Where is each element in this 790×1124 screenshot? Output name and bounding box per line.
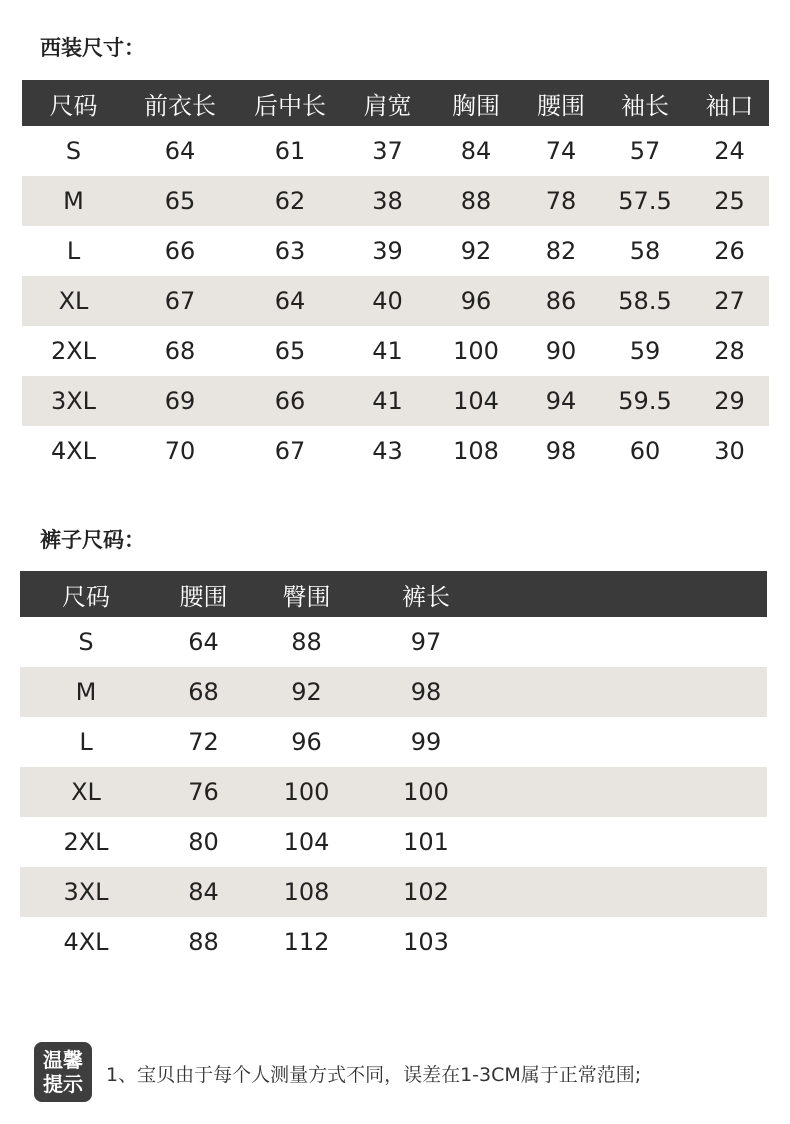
pants-table-cell: 100 bbox=[255, 767, 358, 817]
suit-table-cell: 67 bbox=[274, 437, 306, 465]
suit-table-cell: 74 bbox=[545, 137, 577, 165]
suit-table-cell: 41 bbox=[345, 376, 430, 426]
pants-table-cell: 98 bbox=[358, 667, 494, 717]
suit-table-row bbox=[22, 226, 769, 276]
suit-header-cell: 后中长 bbox=[235, 80, 345, 126]
pants-table-row bbox=[20, 817, 767, 867]
suit-table-cell: 57.5 bbox=[600, 176, 690, 226]
suit-table-cell: S bbox=[65, 137, 82, 165]
pants-table-cell: 88 bbox=[291, 628, 322, 656]
pants-table-spacer bbox=[494, 767, 767, 817]
suit-table-cell: 3XL bbox=[22, 376, 125, 426]
suit-table-cell: 57 bbox=[629, 137, 661, 165]
pants-table-spacer bbox=[494, 617, 767, 667]
suit-table-cell: 90 bbox=[545, 337, 577, 365]
pants-table-cell: 2XL bbox=[63, 828, 109, 856]
suit-table-cell: 60 bbox=[629, 437, 661, 465]
suit-table-cell: 43 bbox=[372, 437, 403, 465]
pants-table-cell: 76 bbox=[152, 767, 255, 817]
suit-header-cell: 腰围 bbox=[522, 80, 600, 126]
tip-badge-line1: 温馨 bbox=[43, 1048, 83, 1072]
suit-header-cell: 胸围 bbox=[430, 80, 522, 126]
suit-table-cell: 61 bbox=[274, 137, 306, 165]
pants-table-cell: 64 bbox=[188, 628, 219, 656]
tip-badge bbox=[34, 1042, 92, 1102]
suit-table-row bbox=[22, 376, 769, 426]
suit-table-cell: 38 bbox=[345, 176, 430, 226]
pants-table-cell: 104 bbox=[283, 828, 330, 856]
suit-section-title: 西装尺寸： bbox=[40, 36, 145, 60]
suit-table-cell: 29 bbox=[690, 376, 769, 426]
pants-table-cell: 100 bbox=[358, 767, 494, 817]
suit-table-cell: 27 bbox=[690, 276, 769, 326]
suit-table-cell: 66 bbox=[235, 376, 345, 426]
suit-table-cell: 78 bbox=[522, 176, 600, 226]
pants-table-cell: L bbox=[79, 728, 93, 756]
suit-table-cell: 100 bbox=[453, 337, 499, 365]
pants-table-row bbox=[20, 867, 767, 917]
pants-table-spacer bbox=[494, 867, 767, 917]
pants-header-cell: 裤长 bbox=[358, 571, 494, 617]
suit-table-cell: 94 bbox=[522, 376, 600, 426]
pants-table-cell: 4XL bbox=[63, 928, 109, 956]
pants-table-cell: 80 bbox=[188, 828, 219, 856]
pants-table-cell: M bbox=[20, 667, 152, 717]
suit-table-cell: 41 bbox=[372, 337, 403, 365]
suit-table-cell: 69 bbox=[125, 376, 235, 426]
pants-header-row bbox=[20, 571, 767, 617]
suit-table-cell: M bbox=[22, 176, 125, 226]
pants-table-cell: 102 bbox=[358, 867, 494, 917]
suit-table-cell: 86 bbox=[522, 276, 600, 326]
suit-table-cell: 82 bbox=[545, 237, 577, 265]
suit-table-cell: 28 bbox=[714, 337, 745, 365]
suit-table-cell: 92 bbox=[460, 237, 492, 265]
pants-table-cell: 68 bbox=[152, 667, 255, 717]
suit-table-row bbox=[22, 126, 769, 176]
suit-table-cell: 4XL bbox=[50, 437, 97, 465]
pants-table-cell: 99 bbox=[410, 728, 442, 756]
suit-table-cell: L bbox=[66, 237, 81, 265]
pants-section-title: 裤子尺码： bbox=[40, 528, 145, 552]
suit-table-cell: XL bbox=[22, 276, 125, 326]
suit-header-cell: 尺码 bbox=[22, 80, 125, 126]
pants-table-cell: 96 bbox=[291, 728, 322, 756]
pants-table-cell: 112 bbox=[283, 928, 330, 956]
suit-table-cell: 64 bbox=[164, 137, 196, 165]
suit-table-row bbox=[22, 176, 769, 226]
suit-table-cell: 64 bbox=[235, 276, 345, 326]
pants-table-row bbox=[20, 717, 767, 767]
pants-table-row bbox=[20, 767, 767, 817]
suit-table-cell: 30 bbox=[714, 437, 745, 465]
suit-table-cell: 24 bbox=[714, 137, 745, 165]
suit-table-cell: 67 bbox=[125, 276, 235, 326]
pants-table-spacer bbox=[494, 817, 767, 867]
suit-header-cell: 前衣长 bbox=[125, 80, 235, 126]
pants-table-cell: 101 bbox=[403, 828, 449, 856]
pants-header-cell: 臀围 bbox=[255, 571, 358, 617]
pants-table-cell: 97 bbox=[410, 628, 442, 656]
pants-table-row bbox=[20, 667, 767, 717]
pants-table-spacer bbox=[494, 917, 767, 967]
suit-table-cell: 104 bbox=[430, 376, 522, 426]
suit-table-cell: 62 bbox=[235, 176, 345, 226]
suit-table-cell: 65 bbox=[125, 176, 235, 226]
pants-table-cell: 84 bbox=[152, 867, 255, 917]
suit-table-row bbox=[22, 326, 769, 376]
pants-table-spacer bbox=[494, 667, 767, 717]
pants-header-spacer bbox=[494, 571, 767, 617]
suit-table-cell: 58 bbox=[629, 237, 661, 265]
suit-size-table bbox=[22, 80, 769, 476]
suit-table-cell: 88 bbox=[430, 176, 522, 226]
suit-table-cell: 59.5 bbox=[600, 376, 690, 426]
suit-header-cell: 肩宽 bbox=[345, 80, 430, 126]
pants-header-cell: 尺码 bbox=[20, 571, 152, 617]
pants-table-row bbox=[20, 617, 767, 667]
suit-table-cell: 96 bbox=[430, 276, 522, 326]
pants-table-cell: S bbox=[78, 628, 94, 656]
pants-table-cell: 88 bbox=[188, 928, 219, 956]
suit-table-cell: 2XL bbox=[50, 337, 97, 365]
suit-header-row bbox=[22, 80, 769, 126]
suit-table-cell: 39 bbox=[372, 237, 403, 265]
suit-table-cell: 40 bbox=[345, 276, 430, 326]
pants-size-table bbox=[20, 571, 767, 967]
pants-table-cell: 92 bbox=[255, 667, 358, 717]
pants-table-cell: 3XL bbox=[20, 867, 152, 917]
suit-table-cell: 63 bbox=[274, 237, 306, 265]
pants-table-row bbox=[20, 917, 767, 967]
pants-table-cell: 103 bbox=[403, 928, 449, 956]
suit-header-cell: 袖长 bbox=[600, 80, 690, 126]
pants-table-cell: 72 bbox=[188, 728, 219, 756]
suit-table-cell: 70 bbox=[164, 437, 196, 465]
pants-header-cell: 腰围 bbox=[152, 571, 255, 617]
tip-text: 1、宝贝由于每个人测量方式不同，误差在1-3CM属于正常范围; bbox=[106, 1064, 642, 1086]
pants-table-spacer bbox=[494, 717, 767, 767]
tip-badge-line2: 提示 bbox=[43, 1072, 83, 1096]
suit-table-cell: 26 bbox=[714, 237, 745, 265]
suit-table-cell: 98 bbox=[545, 437, 577, 465]
suit-table-cell: 25 bbox=[690, 176, 769, 226]
suit-table-cell: 108 bbox=[453, 437, 499, 465]
pants-table-cell: XL bbox=[20, 767, 152, 817]
pants-table-cell: 108 bbox=[255, 867, 358, 917]
suit-header-cell: 袖口 bbox=[690, 80, 769, 126]
suit-table-cell: 68 bbox=[164, 337, 196, 365]
suit-table-cell: 58.5 bbox=[600, 276, 690, 326]
suit-table-cell: 37 bbox=[372, 137, 403, 165]
suit-table-row bbox=[22, 276, 769, 326]
suit-table-cell: 84 bbox=[460, 137, 492, 165]
suit-table-row bbox=[22, 426, 769, 476]
suit-table-cell: 59 bbox=[629, 337, 661, 365]
suit-table-cell: 65 bbox=[274, 337, 306, 365]
suit-table-cell: 66 bbox=[164, 237, 196, 265]
